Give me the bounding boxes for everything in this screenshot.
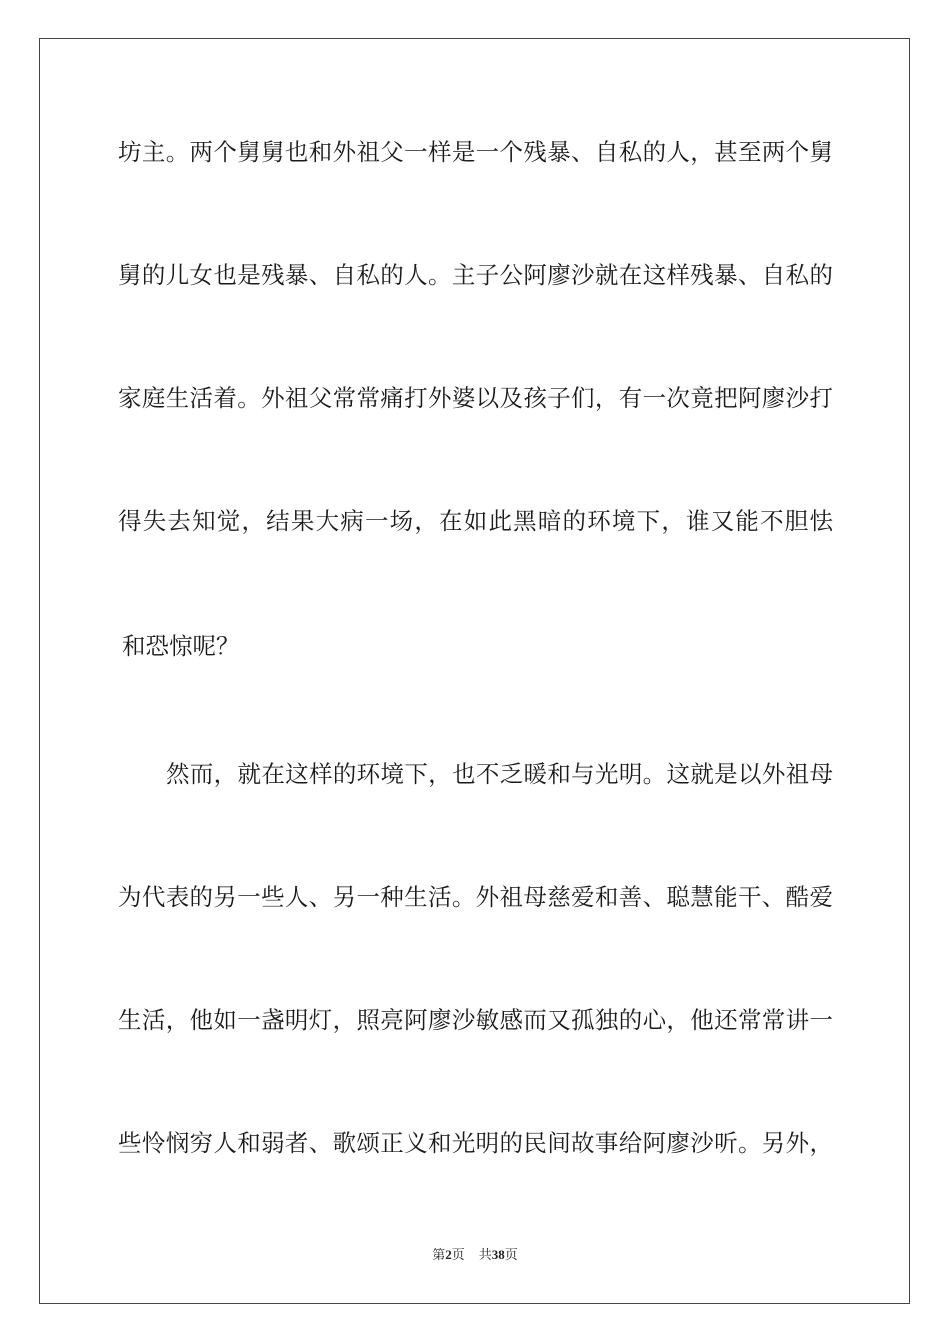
body-text-line-1: 坊主。两个舅舅也和外祖父一样是一个残暴、自私的人，甚至两个舅 xyxy=(118,138,833,166)
body-text-line-6: 然而，就在这样的环境下，也不乏暖和与光明。这就是以外祖母 xyxy=(166,760,833,788)
body-text-line-7: 为代表的另一些人、另一种生活。外祖母慈爱和善、聪慧能干、酷爱 xyxy=(118,883,833,911)
footer-page-prefix: 第 xyxy=(432,1248,446,1263)
footer-total-suffix: 页 xyxy=(504,1248,518,1263)
body-text-line-5: 和恐惊呢？ xyxy=(122,632,240,660)
body-text-line-8: 生活，他如一盏明灯，照亮阿廖沙敏感而又孤独的心，他还常常讲一 xyxy=(118,1006,833,1034)
body-text-line-3: 家庭生活着。外祖父常常痛打外婆以及孩子们，有一次竟把阿廖沙打 xyxy=(118,384,833,412)
body-text-line-2: 舅的儿女也是残暴、自私的人。主子公阿廖沙就在这样残暴、自私的 xyxy=(118,261,833,289)
footer-total-pages: 38 xyxy=(491,1247,505,1262)
footer-page-number: 2 xyxy=(445,1247,452,1262)
body-text-line-9: 些怜悯穷人和弱者、歌颂正义和光明的民间故事给阿廖沙听。另外， xyxy=(118,1129,833,1157)
body-text-line-4: 得失去知觉，结果大病一场，在如此黑暗的环境下，谁又能不胆怯 xyxy=(118,507,833,535)
footer-total-prefix: 共 xyxy=(478,1248,492,1263)
page-footer xyxy=(0,1246,950,1265)
footer-page-suffix: 页 xyxy=(451,1248,465,1263)
page-border xyxy=(39,38,910,1304)
